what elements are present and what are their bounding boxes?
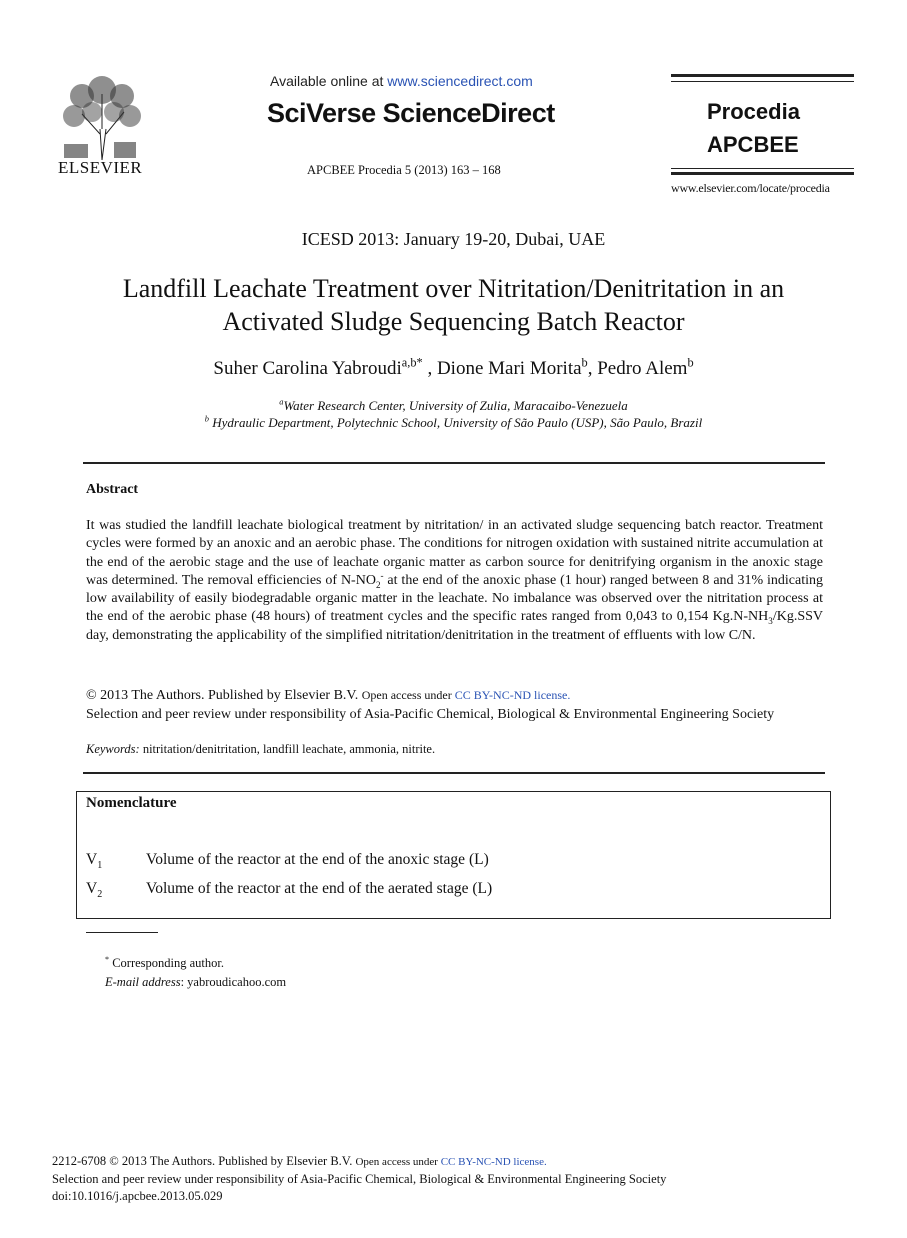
journal-name: Procedia APCBEE bbox=[707, 99, 800, 157]
journal-box-top-rule-2 bbox=[671, 81, 854, 82]
elsevier-tree-icon bbox=[52, 74, 152, 162]
author-name: Pedro Alem bbox=[597, 358, 688, 379]
affiliations bbox=[0, 397, 907, 431]
email-address[interactable]: : yabroudicahoo.com bbox=[180, 975, 287, 989]
license-link[interactable]: CC BY-NC-ND license. bbox=[454, 688, 571, 702]
affiliation-a: $^a$Water Research Center, University of Zulia, Maracaibo-Venezuela bbox=[279, 396, 628, 413]
abstract-body: It was studied the landfill leachate biological treatment by nitritation/ in an activated sludge sequencing batch reactor. Treatment cycles were formed by an anoxic and an aerobic phase. The conditions for nitrogen oxidation with sustained nitrite accumulation at the end of the aerobic stage and the use of leachate organic matter as carbon source for denitrifying organism in the anoxic stage was determined. The removal efficiencies of $N-NO_2^-$ at the end of the anoxic phase (1 hour) ranged between 8 and 31% indicating low availability of easily biodegradable organic matter in the leachate. No imbalance was observed over the nitritation process at the end of the aerobic phase (48 hours) of treatment cycles and the specific rates ranged from 0,043 to 0,154 $Kg.N-NH_3/Kg.SSV$ day, demonstrating the applicability of the simplified nitritation/denitritation in the treatment of effluents with low C/N. bbox=[86, 518, 823, 643]
paper-title: Landfill Leachate Treatment over Nitritation/Denitritation in an Activated Sludge Sequencing Batch Reactor bbox=[122, 274, 785, 336]
nomenclature-row: $V_2$ bbox=[86, 880, 103, 901]
journal-url[interactable]: www.elsevier.com/locate/procedia bbox=[671, 181, 830, 195]
conference-line: ICESD 2013: January 19-20, Dubai, UAE bbox=[301, 229, 606, 249]
affiliation-b: $^b$ Hydraulic Department, Polytechnic School, University of São Paulo (USP), São Paulo, Brazil bbox=[204, 413, 703, 430]
sciencedirect-link[interactable]: www.sciencedirect.com bbox=[387, 73, 533, 89]
nomenclature-desc: Volume of the reactor at the end of the anoxic stage (L) bbox=[146, 851, 489, 868]
footnote-rule bbox=[86, 932, 158, 933]
keywords-divider bbox=[83, 772, 825, 774]
available-online: Available online at www.sciencedirect.com bbox=[270, 73, 533, 89]
elsevier-wordmark: ELSEVIER bbox=[58, 158, 143, 177]
footer-license-link[interactable]: CC BY-NC-ND license. bbox=[440, 1156, 547, 1168]
elsevier-logo bbox=[52, 74, 152, 178]
footnote: * Corresponding author. E-mail address: yabroudicahoo.com bbox=[105, 954, 287, 989]
author-name: Dione Mari Morita bbox=[436, 358, 582, 379]
title-divider bbox=[83, 462, 825, 464]
nomenclature-box bbox=[76, 791, 831, 919]
doi[interactable]: doi:10.1016/j.apcbee.2013.05.029 bbox=[52, 1189, 223, 1203]
nomenclature-desc: Volume of the reactor at the end of the aerated stage (L) bbox=[146, 880, 493, 897]
copyright-notice: © 2013 The Authors. Published by Elsevier B.V. Open access under CC BY-NC-ND license. Selection and peer review under responsibility of Asia-Pacific Chemical, Biological & Environmental Engineering Society bbox=[86, 688, 775, 722]
author-list: Suher Carolina Yabroudi$^{a,b*}$ , Dione Mari Morita$^b$, Pedro Alem$^b$ bbox=[213, 355, 694, 379]
nomenclature-heading: Nomenclature bbox=[86, 795, 177, 811]
journal-citation: APCBEE Procedia 5 (2013) 163 – 168 bbox=[307, 163, 501, 177]
abstract-heading: Abstract bbox=[86, 482, 139, 497]
journal-box-bottom-rule-2 bbox=[671, 172, 854, 175]
nomenclature-row: $V_1$ bbox=[86, 851, 103, 872]
keywords: Keywords: nitritation/denitritation, landfill leachate, ammonia, nitrite. bbox=[86, 742, 436, 756]
page-footer: 2212-6708 © 2013 The Authors. Published by Elsevier B.V. Open access under CC BY-NC-ND license. Selection and peer review under responsibility of Asia-Pacific Chemical, Biological & Environmental Engineering Society doi:10.1016/j.apcbee.2013.05.029 bbox=[52, 1153, 852, 1205]
author-name: Suher Carolina Yabroudi bbox=[213, 358, 402, 379]
journal-box-bottom-rule bbox=[671, 168, 854, 169]
journal-box-top-rule bbox=[671, 74, 854, 77]
sciverse-logo: SciVerse ScienceDirect bbox=[267, 98, 555, 128]
